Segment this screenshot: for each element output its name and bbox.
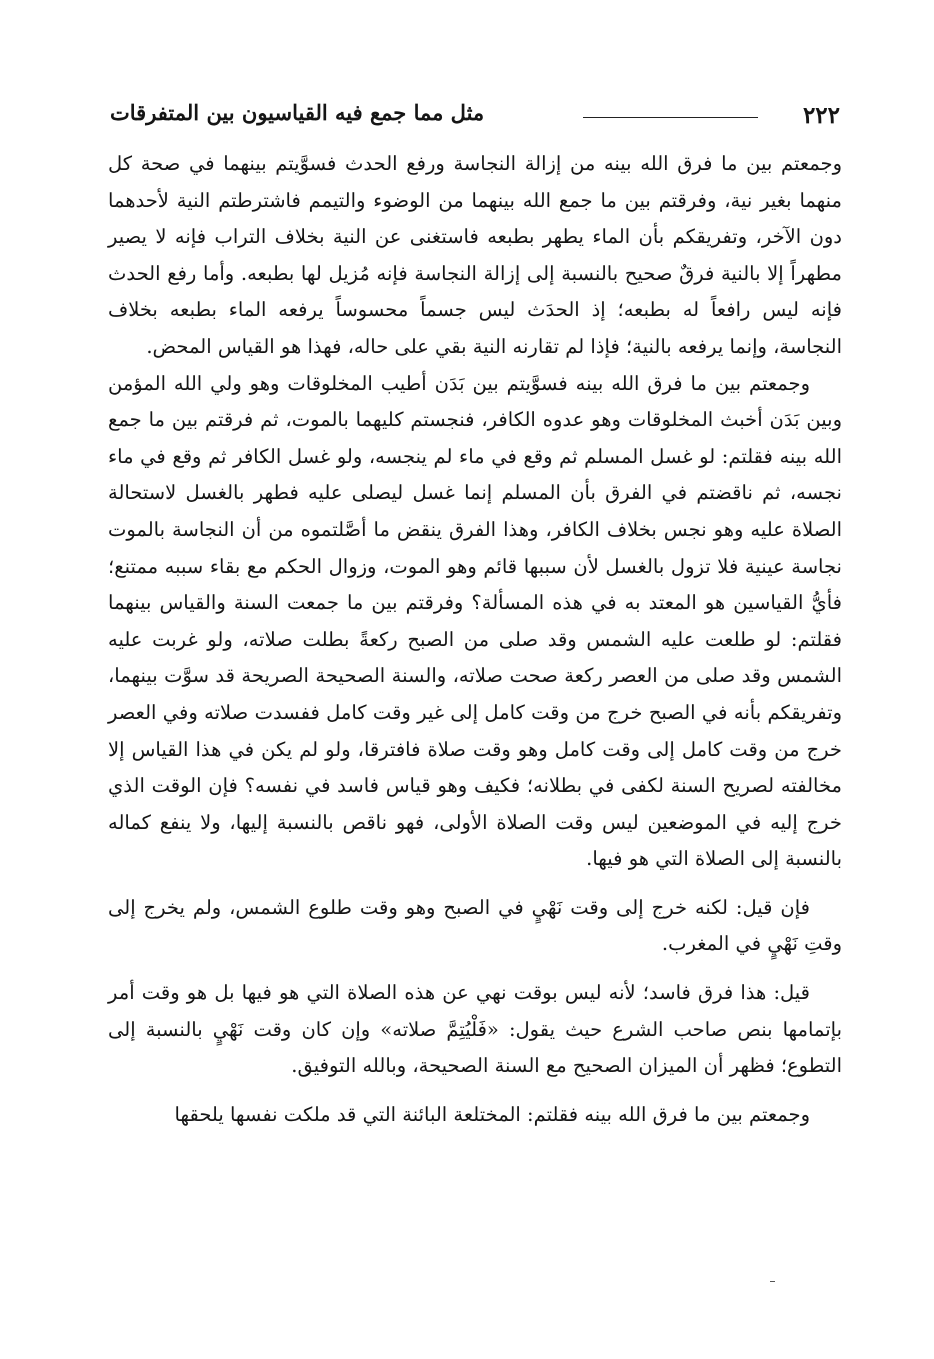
paragraph: وجمعتم بين ما فرق الله بينه فسوَّيتم بين بَدَن أطيب المخلوقات وهو ولي الله المؤمن وبين بَدَن أخبث المخلوقات وهو عدوه الكافر، فنجستم كليهما بالموت، ثم فرقتم بين ما جمع الله بينه فقلتم: لو غسل المسلم ثم وقع في ماء لم ينجسه، ولو غسل الكافر ثم وقع في ماء نجسه، ثم ناقضتم في الفرق بأن المسلم إنما غسل ليصلى عليه فطهر بالغسل لاستحالة الصلاة عليه وهو نجس بخلاف الكافر، وهذا الفرق ينقض ما أصَّلتموه من أن النجاسة بالموت نجاسة عينية فلا تزول بالغسل لأن سببها قائم وهو الموت، وزوال الحكم مع بقاء سببه ممتنع؛ فأيُّ القياسين هو المعتد به في هذه المسألة؟ وفرقتم بين ما جمعت السنة والقياس بينهما فقلتم: لو طلعت عليه الشمس وقد صلى من الصبح ركعةً بطلت صلاته، ولو غربت عليه الشمس وقد صلى من العصر ركعة صحت صلاته، والسنة الصحيحة الصريحة قد سوَّت بينهما، وتفريقكم بأنه في الصبح خرج من وقت كامل إلى غير وقت كامل ففسدت صلاته وفي العصر خرج من وقت كامل إلى وقت كامل وهو وقت صلاة فافترقا، ولو لم يكن في هذا القياس إلا مخالفته لصريح السنة لكفى في بطلانه؛ فكيف وهو قياس فاسد في نفسه؟ فإن الوقت الذي خرج إليه في الموضعين ليس وقت الصلاة الأولى، فهو ناقص بالنسبة إليها، ولا ينفع كماله بالنسبة إلى الصلاة التي هو فيها. — [108, 371, 842, 871]
paragraph: قيل: هذا فرق فاسد؛ لأنه ليس بوقت نهي عن هذه الصلاة التي هو فيها بل هو وقت أمر بإتمامها بنص صاحب الشرع حيث يقول: «فَلْيُتِمَّ صلاته» وإن كان وقت نَهْيٍ بالنسبة إلى التطوع؛ فظهر أن الميزان الصحيح مع السنة الصحيحة، وبالله التوفيق. — [108, 981, 842, 1078]
paragraph: وجمعتم بين ما فرق الله بينه من إزالة النجاسة ورفع الحدث فسوَّيتم بينهما في صحة كل منهما بغير نية، وفرقتم بين ما جمع الله بينهما من الوضوء والتيمم فاشترطتم النية لأحدهما دون الآخر، وتفريقكم بأن الماء يطهر بطبعه فاستغنى عن النية بخلاف التراب فإنه لا يصير مطهراً إلا بالنية فرقٌ صحيح بالنسبة إلى إزالة النجاسة فإنه مُزيل لها بطبعه. وأما رفع الحدث فإنه ليس رافعاً له بطبعه؛ إذ الحدَث ليس جسماً محسوساً يرفعه الماء بطبعه بخلاف النجاسة، وإنما يرفعه بالنية؛ فإذا لم تقارنه النية بقي على حاله، فهذا هو القياس المحض. — [108, 152, 842, 358]
page-header — [110, 92, 840, 132]
header-rule — [583, 117, 758, 118]
paragraph: فإن قيل: لكنه خرج إلى وقت نَهْيٍ في الصبح وهو وقت طلوع الشمس، ولم يخرج إلى وقتِ نَهْيٍ في المغرب. — [108, 895, 842, 956]
running-title: مثل مما جمع فيه القياسيون بين المتفرقات — [110, 100, 485, 125]
footer-mark — [770, 1281, 775, 1282]
page-number: ٢٢٢ — [802, 102, 840, 129]
body-text — [108, 146, 842, 1133]
paragraph: وجمعتم بين ما فرق الله بينه فقلتم: المختلعة البائنة التي قد ملكت نفسها يلحقها — [174, 1102, 810, 1126]
